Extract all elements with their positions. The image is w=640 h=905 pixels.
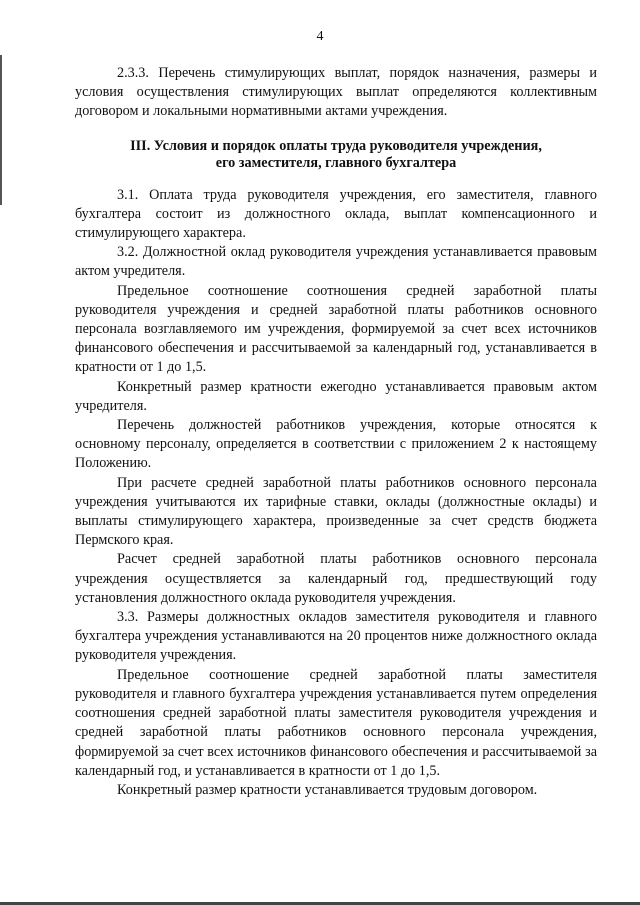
paragraph-3-1: 3.1. Оплата труда руководителя учреждения, его заместителя, главного бухгалтера состоит из должностного оклада, выплат компенсационного и стимулирующего характера.	[75, 186, 597, 242]
paragraph-calculation-period: Расчет средней заработной платы работников основного персонала учреждения осуществляется за календарный год, предшествующий году установления должностного оклада руководителя учреждения.	[75, 551, 597, 606]
page-number: 4	[316, 29, 324, 44]
paragraph-contract-ratio: Конкретный размер кратности устанавливается трудовым договором.	[117, 781, 538, 798]
section-heading-line-1: III. Условия и порядок оплаты труда руководителя учреждения,	[130, 137, 542, 154]
paragraph-salary-calculation: При расчете средней заработной платы работников основного персонала учреждения учитываются их тарифные ставки, оклады (должностные оклады) и выплаты стимулирующего характера, произведенные за счет средств бюджета Пермского края.	[75, 474, 597, 549]
paragraph-ratio-limit: Предельное соотношение соотношения средней заработной платы руководителя учреждения и средней заработной платы работников основного персонала возглавляемого им учреждения, формируемой за счет всех источников финансового обеспечения и рассчитываемой за календарный год, устанавливается в кратности от 1 до 1,5.	[75, 282, 597, 376]
paragraph-3-3: 3.3. Размеры должностных окладов заместителя руководителя и главного бухгалтера учреждения устанавливаются на 20 процентов ниже должностного оклада руководителя учреждения.	[75, 609, 597, 664]
paragraph-deputy-ratio: Предельное соотношение средней заработной платы заместителя руководителя и главного бухгалтера учреждения устанавливается путем определения соотношения средней заработной платы заместителя руководителя учреждения и средней заработной платы работников основного персонала учреждения, формируемой за счет всех источников финансового обеспечения и рассчитываемой за календарный год, и устанавливается в кратности от 1 до 1,5.	[75, 666, 597, 779]
paragraph-2-3-3: 2.3.3. Перечень стимулирующих выплат, порядок назначения, размеры и условия осуществления стимулирующих выплат определяются коллективным договором и локальными нормативными актами учреждения.	[75, 65, 597, 120]
scan-edge-left	[0, 55, 2, 205]
section-heading	[75, 138, 597, 172]
paragraph-ratio-annual: Конкретный размер кратности ежегодно устанавливается правовым актом учредителя.	[75, 378, 597, 414]
paragraph-3-2: 3.2. Должностной оклад руководителя учреждения устанавливается правовым актом учредителя.	[75, 244, 597, 280]
document-body	[75, 64, 597, 800]
paragraph-staff-list: Перечень должностей работников учреждения, которые относятся к основному персоналу, определяется в соответствии с приложением 2 к настоящему Положению.	[75, 417, 597, 472]
section-heading-line-2: его заместителя, главного бухгалтера	[215, 154, 457, 171]
